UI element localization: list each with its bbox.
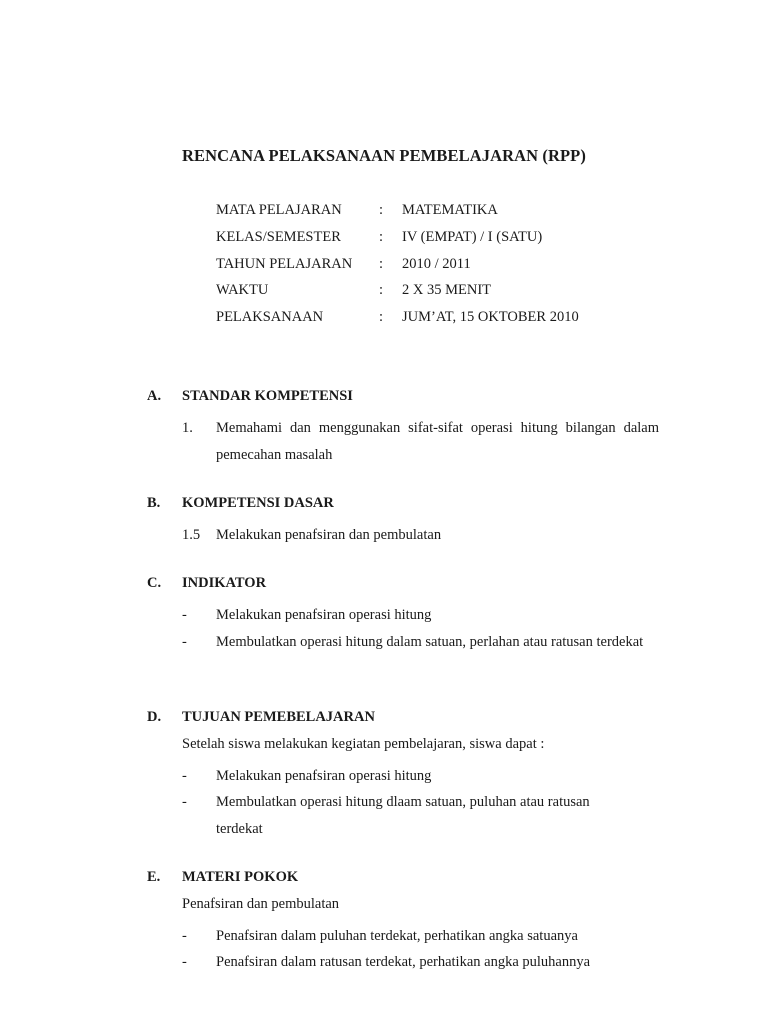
meta-value: IV (EMPAT) / I (SATU) xyxy=(402,228,543,245)
list-text: Penafsiran dalam puluhan terdekat, perhatikan angka satuanya xyxy=(216,927,578,944)
section-title: KOMPETENSI DASAR xyxy=(182,495,334,511)
section-heading xyxy=(147,869,667,896)
list-marker: - xyxy=(182,767,187,784)
meta-separator: : xyxy=(379,309,384,326)
meta-separator: : xyxy=(379,282,384,299)
list-marker: - xyxy=(182,633,187,650)
section-tujuan-pembelajaran xyxy=(147,709,667,843)
section-title: MATERI POKOK xyxy=(182,869,299,885)
list-item xyxy=(147,602,659,629)
list-text: Melakukan penafsiran dan pembulatan xyxy=(216,527,442,543)
meta-value: MATEMATIKA xyxy=(402,202,498,218)
list-marker: 1.5 xyxy=(182,527,201,543)
meta-value: 2 X 35 MENIT xyxy=(402,282,492,299)
list-text: Melakukan penafsiran operasi hitung xyxy=(216,767,432,784)
list-marker: - xyxy=(182,794,187,811)
section-title: INDIKATOR xyxy=(182,575,267,591)
list-item xyxy=(147,763,659,790)
section-letter: D. xyxy=(147,709,162,725)
section-title: TUJUAN PEMEBELAJARAN xyxy=(182,709,375,725)
section-kompetensi-dasar xyxy=(147,495,667,549)
meta-key: TAHUN PELAJARAN xyxy=(216,255,353,272)
list-item xyxy=(147,789,636,842)
section-heading xyxy=(147,709,667,736)
section-letter: E. xyxy=(147,869,161,885)
meta-value: JUM’AT, 15 OKTOBER 2010 xyxy=(402,309,579,326)
list-text: Penafsiran dalam ratusan terdekat, perhatikan angka puluhannya xyxy=(216,954,591,971)
meta-separator: : xyxy=(379,202,384,218)
list-marker: - xyxy=(182,954,187,971)
section-intro: Penafsiran dan pembulatan xyxy=(182,896,340,912)
section-heading xyxy=(147,495,667,522)
list-text: Membulatkan operasi hitung dalam satuan, perlahan atau ratusan terdekat xyxy=(216,633,644,650)
section-materi-pokok xyxy=(147,869,667,976)
section-heading xyxy=(147,388,667,415)
section-letter: B. xyxy=(147,495,161,511)
meta-key: MATA PELAJARAN xyxy=(216,202,342,218)
list-item xyxy=(147,629,659,656)
list-text: Melakukan penafsiran operasi hitung xyxy=(216,607,432,623)
section-standar-kompetensi xyxy=(147,388,667,468)
list-text: Membulatkan operasi hitung dlaam satuan, puluhan atau ratusan terdekat xyxy=(216,794,590,838)
list-marker: - xyxy=(182,927,187,944)
meta-separator: : xyxy=(379,228,384,245)
section-letter: A. xyxy=(147,388,162,404)
list-item xyxy=(147,522,659,549)
list-text: Memahami dan menggunakan sifat-sifat operasi hitung bilangan dalam pemecahan masalah xyxy=(216,420,659,463)
section-letter: C. xyxy=(147,575,162,591)
list-item xyxy=(147,923,659,950)
list-item xyxy=(147,949,659,976)
meta-key: WAKTU xyxy=(216,282,269,299)
section-title: STANDAR KOMPETENSI xyxy=(182,388,353,404)
meta-key: PELAKSANAAN xyxy=(216,309,324,326)
section-intro: Setelah siswa melakukan kegiatan pembelajaran, siswa dapat : xyxy=(182,736,545,752)
list-marker: 1. xyxy=(182,420,193,436)
list-marker: - xyxy=(182,607,187,623)
meta-value: 2010 / 2011 xyxy=(402,255,471,272)
meta-key: KELAS/SEMESTER xyxy=(216,228,341,245)
section-heading xyxy=(147,575,667,602)
section-indikator xyxy=(147,575,667,655)
document-title: RENCANA PELAKSANAAN PEMBELAJARAN (RPP) xyxy=(182,146,586,165)
meta-separator: : xyxy=(379,255,384,272)
list-item xyxy=(147,415,659,468)
